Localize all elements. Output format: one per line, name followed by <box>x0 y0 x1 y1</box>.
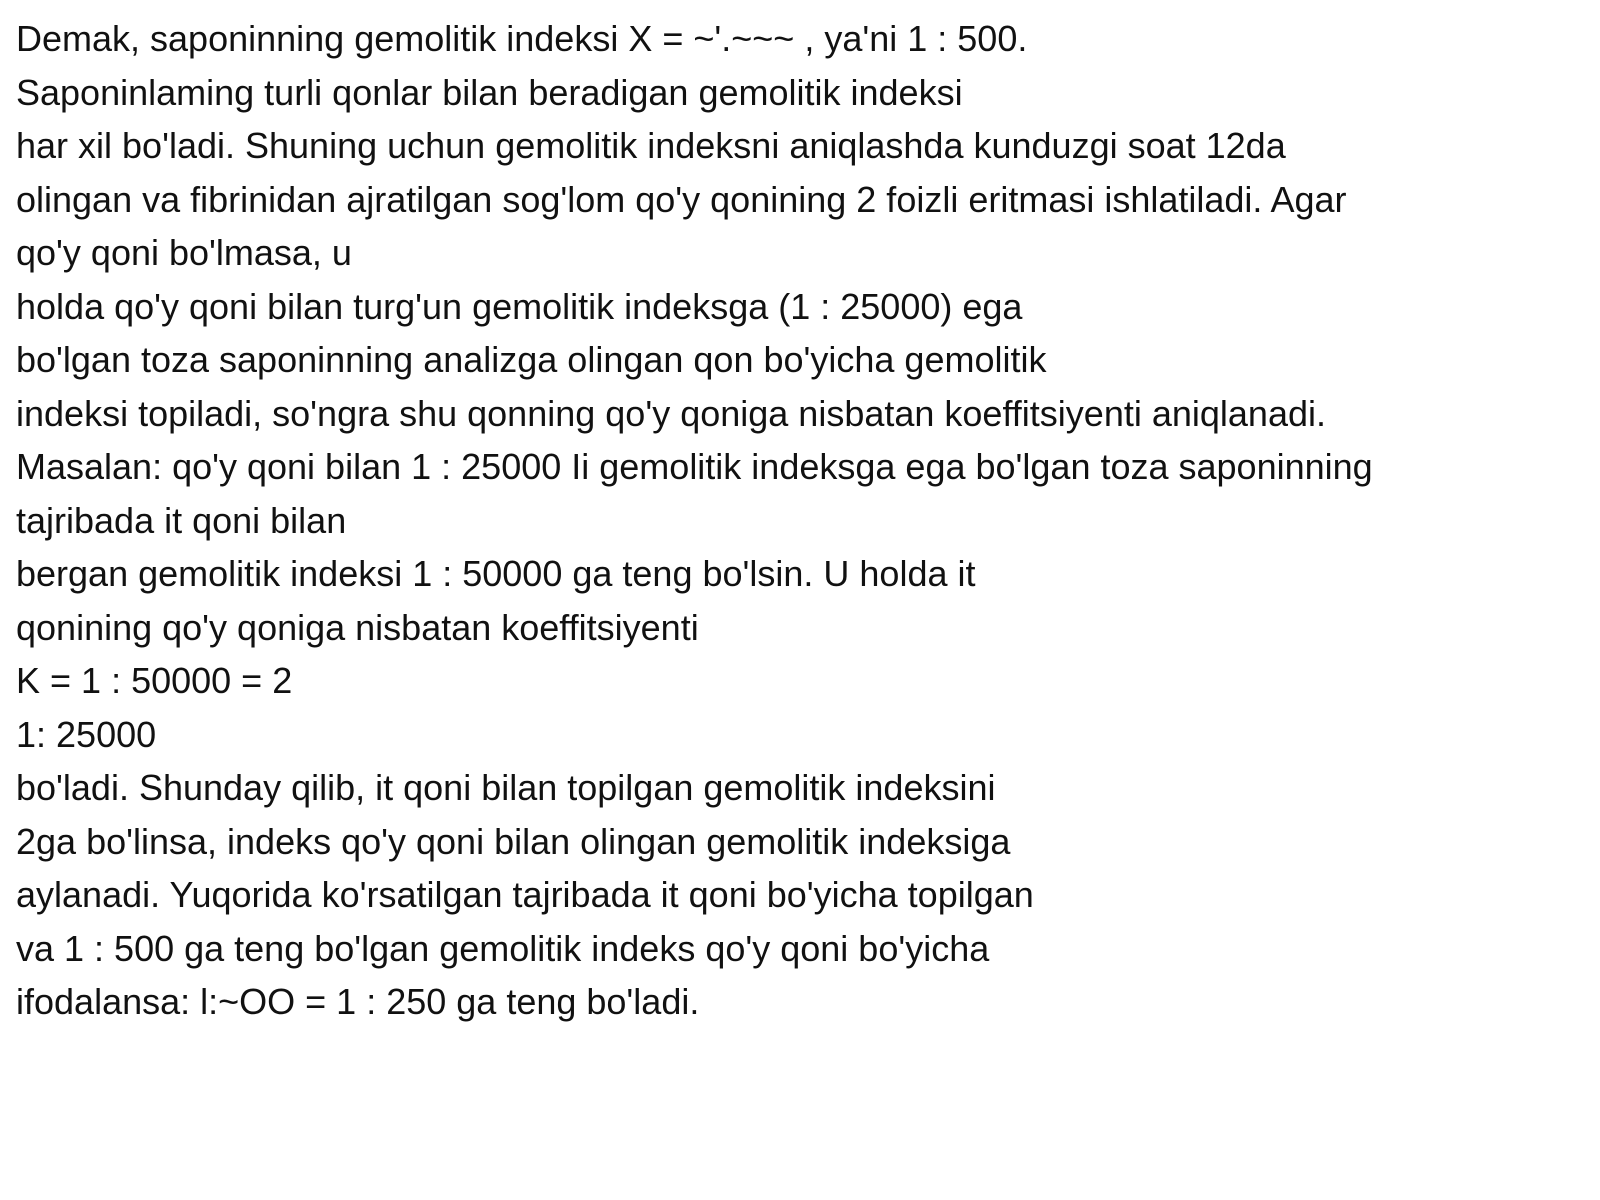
text-line: Demak, saponinning gemolitik indeksi X = ~'.~~~ , ya'ni 1 : 500. <box>16 18 1028 59</box>
text-line: tajribada it qoni bilan <box>16 499 347 541</box>
text-line: bo'ladi. Shunday qilib, it qoni bilan topilgan gemolitik indeksini <box>16 767 996 808</box>
text-line: 2ga bo'linsa, indeks qo'y qoni bilan olingan gemolitik indeksiga <box>16 820 1011 862</box>
text-line: va 1 : 500 ga teng bo'lgan gemolitik indeks qo'y qoni bo'yicha <box>16 927 990 969</box>
text-line: bergan gemolitik indeksi 1 : 50000 ga teng bo'lsin. U holda it <box>16 553 976 594</box>
text-line: indeksi topiladi, so'ngra shu qonning qo'y qoniga nisbatan koeffitsiyenti aniqlanadi. <box>16 392 1326 434</box>
text-line: har xil bo'ladi. Shuning uchun gemolitik indeksni aniqlashda kunduzgi soat 12da <box>16 125 1286 166</box>
text-line: qonining qo'y qoniga nisbatan koeffitsiyenti <box>16 606 699 648</box>
text-line: Saponinlaming turli qonlar bilan beradigan gemolitik indeksi <box>16 71 963 113</box>
document-text <box>16 12 1586 1029</box>
text-line: qo'y qoni bo'lmasa, u <box>16 232 352 273</box>
text-line: bo'lgan toza saponinning analizga olingan qon bo'yicha gemolitik <box>16 339 1047 380</box>
text-line: holda qo'y qoni bilan turg'un gemolitik indeksga (1 : 25000) ega <box>16 285 1023 327</box>
text-line: olingan va fibrinidan ajratilgan sog'lom qo'y qonining 2 foizli eritmasi ishlatiladi. Agar <box>16 178 1347 220</box>
text-line: Masalan: qo'y qoni bilan 1 : 25000 Ii gemolitik indeksga ega bo'lgan toza saponinning <box>16 446 1373 487</box>
text-line: aylanadi. Yuqorida ko'rsatilgan tajribada it qoni bo'yicha topilgan <box>16 874 1034 915</box>
formula-denominator-line: 1: 25000 <box>16 713 157 755</box>
formula-line: K = 1 : 50000 = 2 <box>16 660 293 701</box>
text-line: ifodalansa: l:~OO = 1 : 250 ga teng bo'ladi. <box>16 981 700 1022</box>
